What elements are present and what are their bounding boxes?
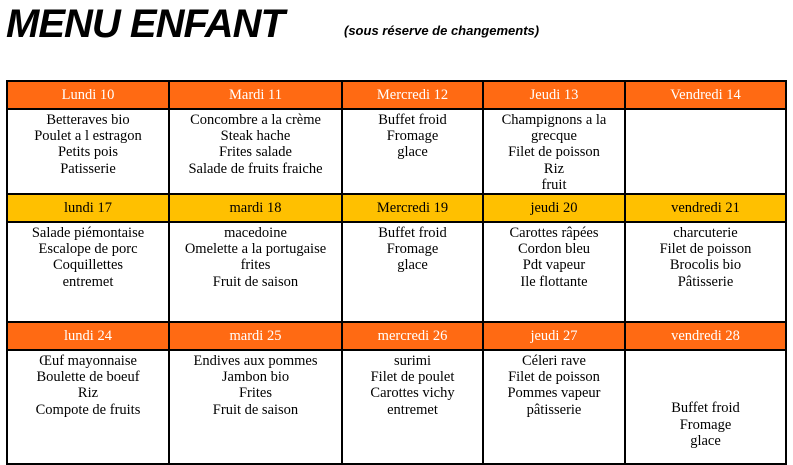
menu-item: Œuf mayonnaise: [39, 353, 137, 370]
menu-cell: [625, 109, 786, 194]
menu-item: macedoine: [224, 225, 287, 242]
day-header: Lundi 10: [7, 81, 169, 109]
menu-item: grecque: [531, 128, 577, 145]
menu-item: Fromage: [679, 416, 732, 433]
week-2-menu-row: [7, 222, 786, 322]
menu-item: Filet de poisson: [508, 369, 600, 386]
menu-item: Poulet a l estragon: [34, 128, 142, 145]
menu-cell: [7, 350, 169, 464]
menu-item: Escalope de porc: [38, 241, 138, 258]
day-header: vendredi 28: [625, 322, 786, 350]
day-header: mardi 25: [169, 322, 342, 350]
menu-cell: [342, 109, 483, 194]
day-header: Mardi 11: [169, 81, 342, 109]
menu-item: Omelette a la portugaise: [184, 241, 327, 258]
week-2-day-row: [7, 194, 786, 222]
menu-item: Salade piémontaise: [31, 225, 145, 242]
menu-item: entremet: [62, 273, 114, 290]
menu-cell: [483, 222, 625, 322]
menu-cell: [7, 222, 169, 322]
day-header: jeudi 27: [483, 322, 625, 350]
menu-item: Pâtisserie: [677, 273, 734, 290]
menu-item: glace: [690, 432, 721, 449]
menu-item: glace: [397, 144, 428, 161]
menu-item: Pdt vapeur: [522, 257, 586, 274]
menu-item: Fruit de saison: [212, 273, 299, 290]
menu-item: Buffet froid: [671, 400, 740, 417]
week-1-day-row: [7, 81, 786, 109]
menu-item: Filet de poisson: [508, 144, 600, 161]
menu-item: Riz: [77, 385, 99, 402]
menu-item: Brocolis bio: [669, 257, 742, 274]
menu-item: Endives aux pommes: [193, 353, 318, 370]
menu-item: Salade de fruits fraiche: [188, 160, 323, 177]
menu-item: pâtisserie: [526, 401, 582, 418]
menu-item: charcuterie: [673, 225, 738, 242]
menu-item: surimi: [393, 353, 432, 370]
page-title: MENU ENFANT: [6, 2, 284, 46]
menu-cell: [342, 222, 483, 322]
menu-item: Cordon bleu: [517, 241, 591, 258]
menu-item: Fromage: [386, 128, 439, 145]
day-header: mardi 18: [169, 194, 342, 222]
menu-item: Riz: [543, 160, 565, 177]
week-3-menu-row: [7, 350, 786, 464]
day-header: lundi 24: [7, 322, 169, 350]
menu-item: Steak hache: [220, 128, 291, 145]
day-header: mercredi 26: [342, 322, 483, 350]
menu-cell: [483, 109, 625, 194]
menu-item: Ile flottante: [520, 273, 588, 290]
day-header: lundi 17: [7, 194, 169, 222]
menu-item: Fromage: [386, 241, 439, 258]
menu-item: glace: [397, 257, 428, 274]
menu-item: Concombre a la crème: [190, 112, 321, 128]
menu-cell: [169, 222, 342, 322]
menu-item: entremet: [387, 401, 438, 418]
day-header: vendredi 21: [625, 194, 786, 222]
menu-item: frites: [240, 257, 271, 274]
week-3-day-row: [7, 322, 786, 350]
menu-cell: [7, 109, 169, 194]
menu-item: Coquillettes: [52, 257, 124, 274]
menu-item: Compote de fruits: [35, 401, 141, 418]
menu-item: Frites salade: [219, 144, 292, 161]
menu-item: Fruit de saison: [212, 401, 299, 418]
menu-item: fruit: [541, 176, 567, 193]
menu-item: Frites: [238, 385, 273, 402]
menu-cell: [342, 350, 483, 464]
menu-table: [6, 80, 787, 465]
menu-item: Betteraves bio: [46, 112, 130, 128]
menu-item: Patisserie: [60, 160, 116, 177]
menu-item: Buffet froid: [378, 225, 447, 242]
menu-cell: [169, 350, 342, 464]
menu-cell: [625, 222, 786, 322]
menu-item: Carottes râpées: [509, 225, 599, 242]
menu-item: Pommes vapeur: [507, 385, 601, 402]
day-header: Vendredi 14: [625, 81, 786, 109]
day-header: Mercredi 19: [342, 194, 483, 222]
menu-item: Jambon bio: [221, 369, 290, 386]
menu-cell: [625, 350, 786, 464]
menu-cell: [483, 350, 625, 464]
day-header: jeudi 20: [483, 194, 625, 222]
menu-item: Boulette de boeuf: [36, 369, 140, 386]
day-header: Jeudi 13: [483, 81, 625, 109]
menu-item: Petits pois: [57, 144, 119, 161]
menu-item: Filet de poulet: [370, 369, 455, 386]
day-header: Mercredi 12: [342, 81, 483, 109]
week-1-menu-row: [7, 109, 786, 194]
page-subtitle: (sous réserve de changements): [344, 23, 540, 38]
menu-item: Buffet froid: [378, 112, 447, 128]
menu-item: Carottes vichy: [370, 385, 455, 402]
menu-cell: [169, 109, 342, 194]
menu-item: Céleri rave: [521, 353, 586, 370]
menu-item: Filet de poisson: [659, 241, 752, 258]
menu-item: Champignons a la: [501, 112, 607, 128]
